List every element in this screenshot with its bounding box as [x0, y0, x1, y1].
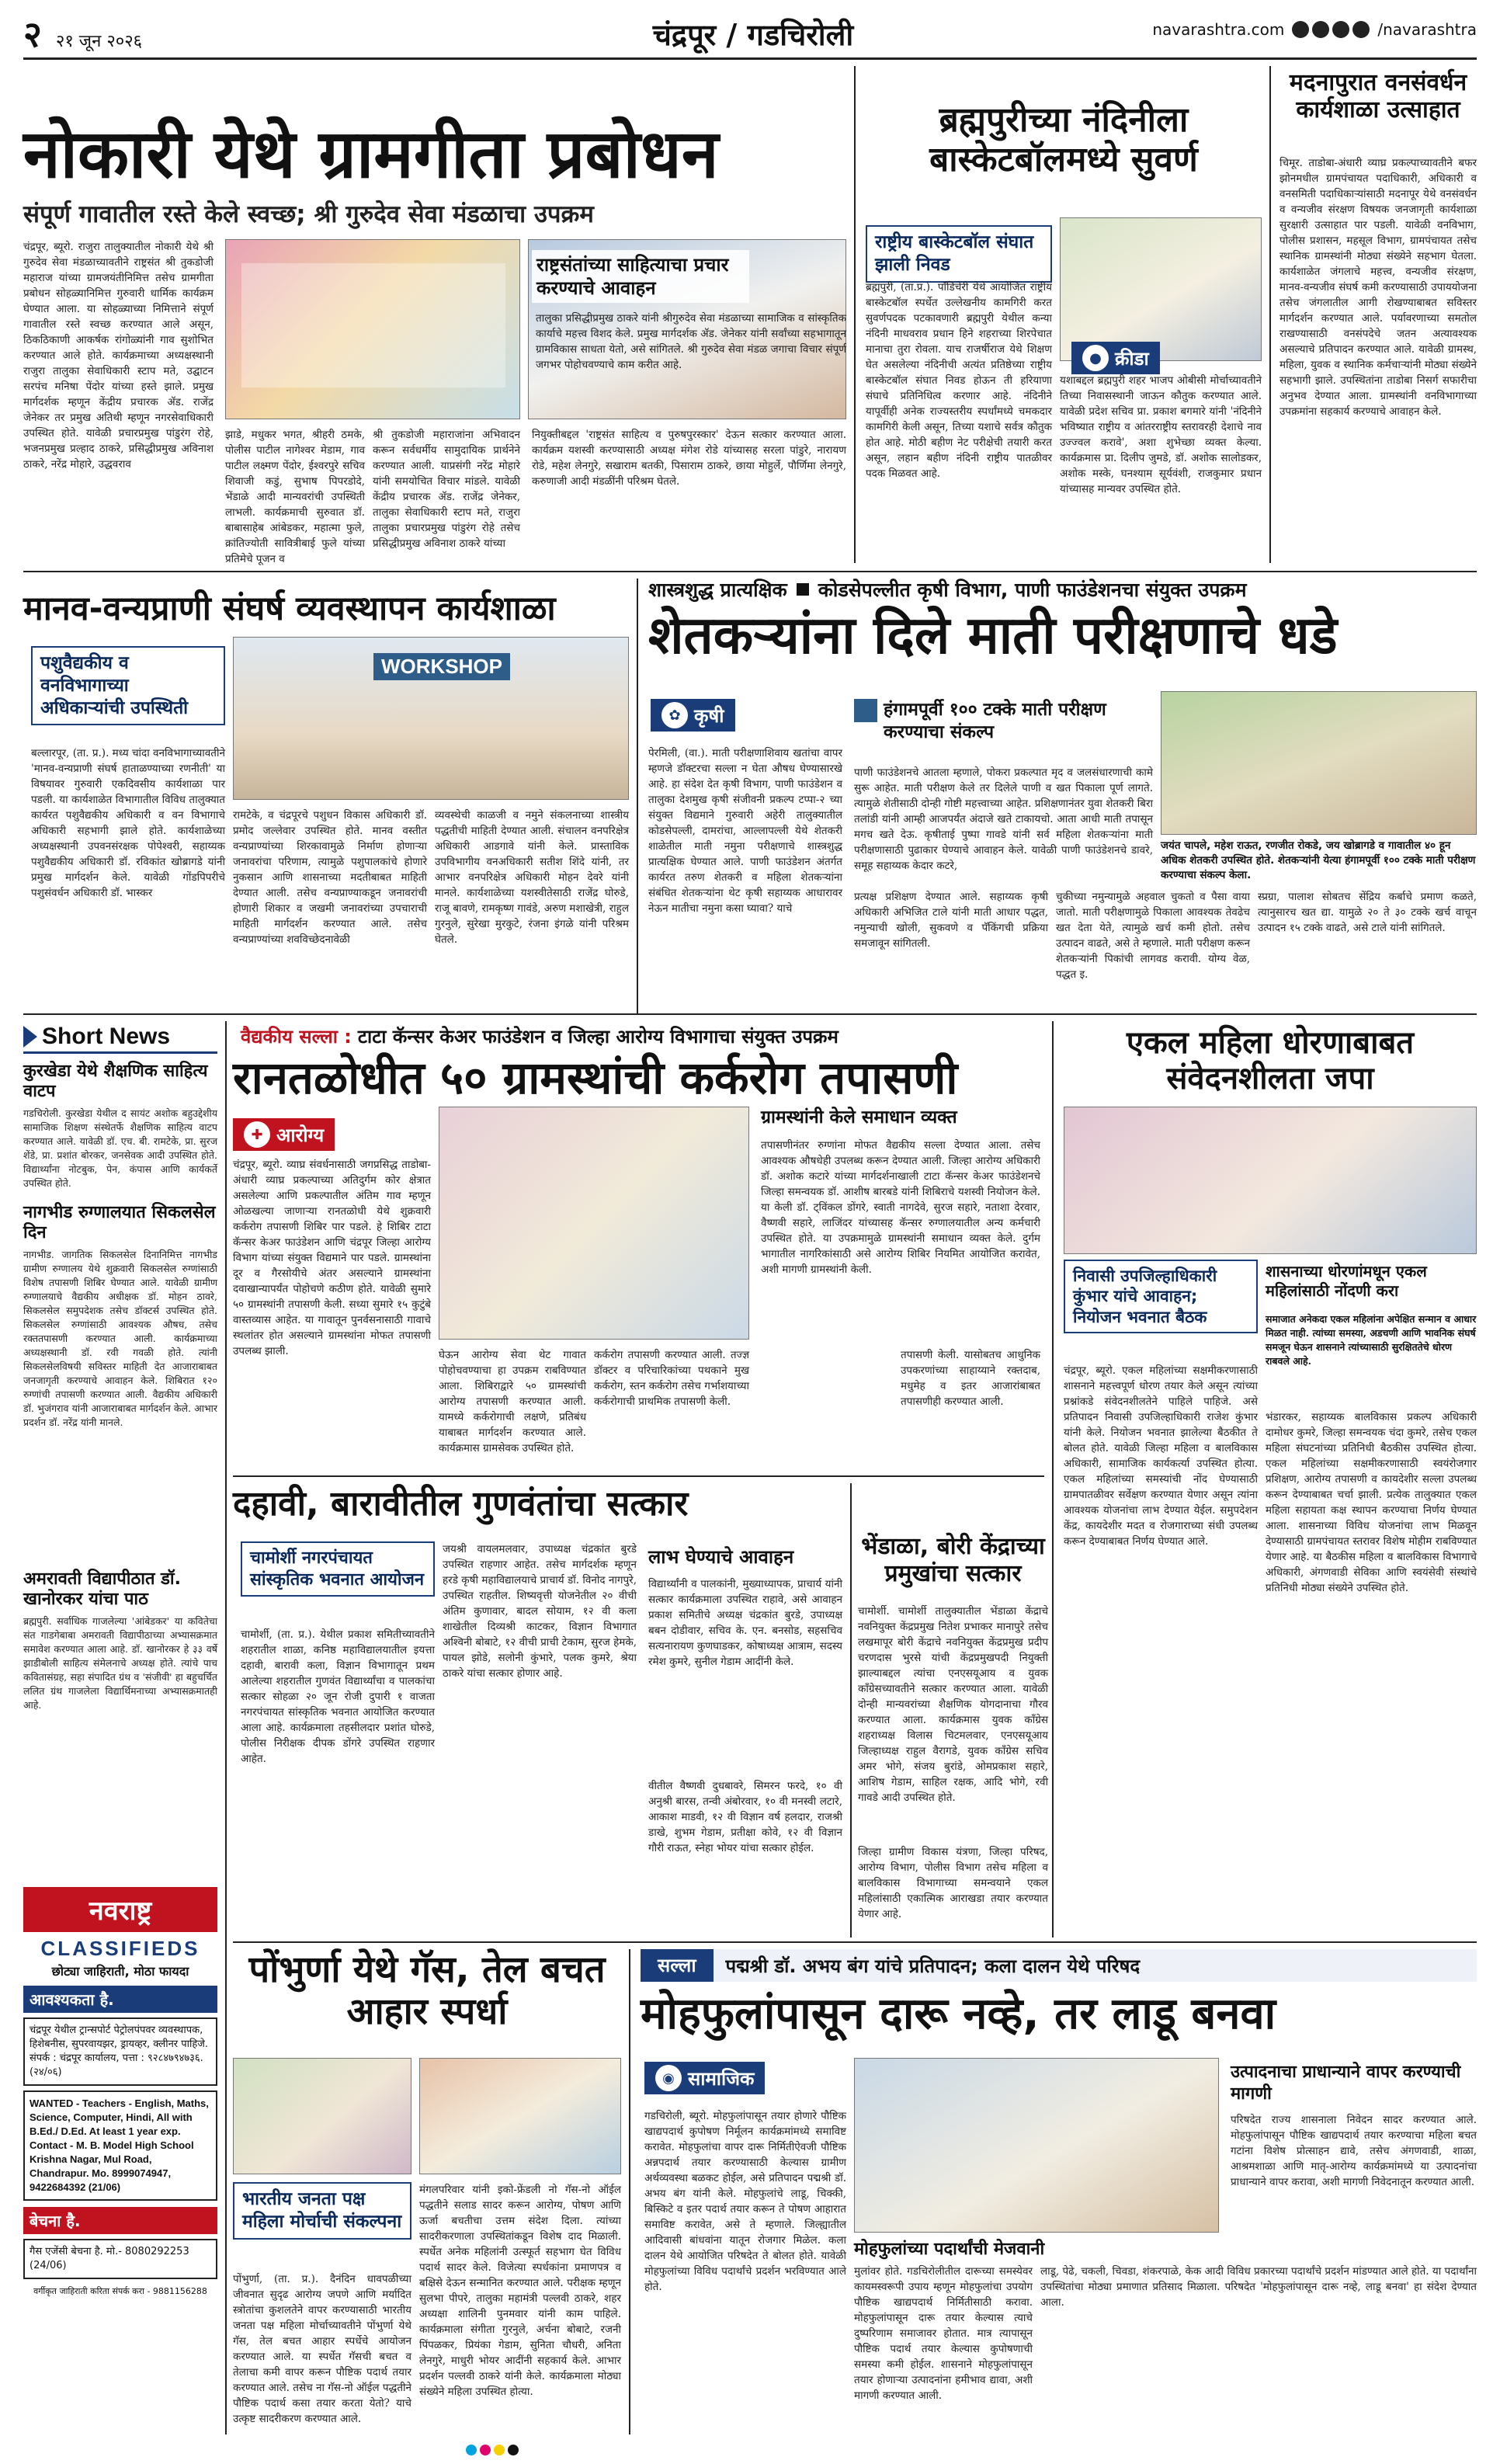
kicker-bar — [641, 1949, 1477, 1982]
section-title: चंद्रपूर / गडचिरोली — [652, 18, 854, 52]
article-body: पेरमिली, (वा.). माती परीक्षणाशिवाय खतांचा वापर म्हणजे डॉक्टरचा सल्ला न घेता औषध घेण्यासारखे आहे. हा संदेश देत कृषी विभाग, पाणी फाउंडेशन व तालुका देशमुख कृषी संजीवनी प्रकल्प टप्पा-२ च्या संयुक्त विद्यमाने गुरुवारी अहेरी तालुक्यातील कोडसेपल्ली, दामरांचा, आल्लापल्ली येथे शेतकरी शाळेतील माती नमुना परीक्षणाचे शास्त्रशुद्ध प्रात्यक्षिक घेण्यात आले. पाणी फाउंडेशन अंतर्गत कार्यरत तरुण शेतकरी व महिला शेतकऱ्यांना संबंधित शेतकऱ्यांना थेट कृषी सहाय्यक आधारावर नेऊन मातीचा नमुना कसा घ्यावा? याचे — [648, 747, 842, 915]
magenta-mark — [480, 2445, 491, 2455]
page-date: २१ जून २०२६ — [55, 32, 143, 51]
article-body-2: घेऊन आरोग्य सेवा थेट गावात पोहोचवण्याचा हा उपक्रम राबविण्यात आला. शिबिराद्वारे ५० ग्रामस्थांची आरोग्य तपासणी करण्यात आली. यामध्ये कर्करोगाची लक्षणे, प्रतिबंध याबाबत मार्गदर्शन करण्यात आले. कार्यक्रमास ग्रामसेवक उपस्थित होते. — [439, 1349, 586, 1454]
article-body-2: रामटेके, व चंद्रपूरचे पशुधन विकास अधिकारी डॉ. प्रमोद जल्लेवार उपस्थित होते. मानव वस्तीत वन्यप्राण्यांच्या शिरकावामुळे निर्माण होणाऱ्या जनावरांचा परिणाम, त्यामुळे पशुपालकांचे होणारे नुकसान आणि शासनाच्या मदतीबाबत माहिती देण्यात आली. तसेच वन्यप्राण्याकडून जनावरांची होणारी शिकार व जखमी जनावरांच्या उपचाराची माहिती मार्गदर्शन करण्यात आले. तसेच वन्यप्राण्यांच्या शवविच्छेदनावेळी — [233, 809, 427, 946]
article-body-4: श्री तुकडोजी महाराजांना अभिवादन करून सर्वधर्मीय सामुदायिक प्रार्थनेने करण्यात आली. याप्रसंगी नरेंद्र मोहारे यांनी समयोचित विचार मांडले. यावेळी केंद्रीय प्रचारक ॲड. राजेंद्र जेनेकर, तालुका सेवाधिकारी स्टाप मते, राजुरा तालुका प्रचारप्रमुख पांडुरंग रोहे तसेच प्रसिद्धीप्रमुख अविनाश ठाकरे यांच्या — [373, 429, 520, 550]
article-body-2: पाणी फाउंडेशनचे आतला म्हणाले, पोकरा प्रकल्पात मृद व जलसंधारणाची कामे सुरू आहेत. माती परीक्षण केले तर दिलेले पाणी व खत पिकाला पूर्ण लागते. त्यामुळे शेतीसाठी दोन्ही गोष्टी महत्त्वाच्या आहेत. प्रशिक्षणानंतर युवा शेतकरी बिरा तलांडी यांनी आम्ही आजपर्यंत अंदाजे खते टाकायचो. आता आधी माती तपासून मगच खते देऊ. कृषीताई पुष्पा गावडे यांनी सर्व महिला शेतकऱ्यांना माती परीक्षणासाठी पुढाकार घेण्याचे आवाहन केले. यावेळी पाणी फाउंडेशनचे डावरे, समूह सहाय्यक केदार कटरे, — [854, 766, 1153, 872]
yellow-mark — [494, 2445, 505, 2455]
article-body-2: भंडारकर, सहाय्यक बालविकास प्रकल्प अधिकारी दामोधर कुमरे, जिल्हा समन्वयक चंदा कुमरे, तसेच एकल महिला संघटनांच्या प्रतिनिधी बैठकीस उपस्थित होत्या. एकल महिलांच्या सक्षमीकरणासाठी स्वयंरोजगार प्रशिक्षण, आरोग्य तपासणी व कायदेशीर सल्ला उपलब्ध करून देण्याबाबत चर्चा झाली. प्रत्येक तालुक्यात एकल महिला सहायता कक्ष स्थापन करण्याचा निर्णय घेण्यात आला. शासनाच्या विविध योजनांचा लाभ मिळवून देण्यासाठी ग्रामपंचायत स्तरावर विशेष मोहीम राबविण्यात येणार आहे. या बैठकीस महिला व बालविकास विभागाचे अधिकारी, अंगणवाडी सेविका आणि स्वयंसेवी संस्थांचे प्रतिनिधी मोठ्या संख्येने उपस्थित होते. — [1266, 1411, 1477, 1594]
agri-tag: ✿ कृषी — [651, 699, 735, 732]
sport-icon: ● — [1082, 345, 1109, 371]
headline: ब्रह्मपुरीच्या नंदिनीला बास्केटबॉलमध्ये सुवर्ण — [929, 100, 1198, 179]
subhead-box: चामोर्शी नगरपंचायत सांस्कृतिक भवनात आयोजन — [241, 1541, 435, 1597]
kicker: टाटा कॅन्सर केअर फाउंडेशन व जिल्हा आरोग्य विभागाचा संयुक्त उपक्रम — [357, 1026, 839, 1048]
photo-caption: मोहफुलांच्या पदार्थांची मेजवानी — [854, 2240, 1045, 2259]
article-body-4: वीतील वैष्णवी दुधबावरे, सिमरन फरदे, १० वी अनुश्री बारस, तन्वी अंबोरवार, १० वी मनस्वी लटारे, आकाश माडवी, १२ वी विज्ञान वर्ष हलदार, राजश्री डाखे, शुभम गेडाम, प्रतीक्षा कोवे, १२ वी विज्ञान गौरी राऊत, स्नेहा भोयर यांचा सत्कार होईल. — [648, 1780, 842, 1854]
article-body-2: मुलांवर होते. गडचिरोलीतील दारूच्या समस्येवर कायमस्वरूपी उपाय म्हणून मोहफुलांचा उपयोग पौष्टिक खाद्यपदार्थ निर्मितीसाठी करावा. मोहफुलांपासून दारू तयार केल्यास त्याचे दुष्परिणाम समाजावर होतात. मात्र त्यापासून पौष्टिक पदार्थ तयार केल्यास कुपोषणाची समस्या कमी होईल. शासनाने मोहफुलांपासून तयार होणाऱ्या उत्पादनांना हमीभाव द्यावा, अशी मागणी करण्यात आली. — [854, 2265, 1033, 2402]
kicker-badge — [797, 583, 809, 596]
health-tag: ✚ आरोग्य — [233, 1118, 335, 1151]
article-photo — [233, 637, 629, 800]
subhead-box: निवासी उपजिल्हाधिकारी कुंभार यांचे आवाहन; नियोजन भवनात बैठक — [1064, 1260, 1258, 1333]
subhead-box: राष्ट्रीय बास्केटबॉल संघात झाली निवड — [866, 225, 1052, 283]
kicker-label: वैद्यकीय सल्ला : — [241, 1026, 352, 1048]
article-photo — [225, 239, 520, 419]
article-photo — [233, 2058, 411, 2174]
classified-ad: गैस एजेंसी बेचना है. मो.- 8080292253 (24/06) — [23, 2239, 217, 2279]
classifieds-title: CLASSIFIEDS — [40, 1937, 200, 1960]
article-body-2: झाडे, मधुकर भगत, श्रीहरी ठमके, पोलीस पाटील नागेश्वर मेडाम, गाव पाटील लक्ष्मण पेंदोर, ईश्वरपुरे सचिव शिवाजी कडुं, सुभाष पिपरडोदे, भेंडाळे आदी मान्यवरांची उपस्थिती लाभली. कार्यक्रमाची सुरुवात डॉ. बाबासाहेब आंबेडकर, महात्मा फुले, क्रांतिज्योती सावित्रीबाई फुले यांच्या प्रतिमेचे पूजन व — [225, 429, 365, 565]
headline: रानतळोधीत ५० ग्रामस्थांची कर्करोग तपासणी — [233, 1051, 958, 1104]
list-item: नागभीड रुग्णालयात सिकलसेल दिन नागभीड. जागतिक सिकलसेल दिनानिमित्त नागभीड ग्रामीण रुग्णालय येथे शुक्रवारी सिकलसेल रुग्णांसाठी विशेष तपासणी शिबिर घेण्यात आले. यावेळी ग्रामीण रुग्णालयाचे वैद्यकीय अधीक्षक डॉ. मोहन ठावरे, सिकलसेल समुपदेशक तसेच डॉक्टर्स उपस्थित होते. सिकलसेल रुग्णांसाठी आवश्यक औषध, तसेच रक्ततपासणी करण्यात आली. कार्यक्रमाच्या अध्यक्षस्थानी डॉ. रवी गवळी होते. त्यांनी सिकलसेलविषयी सविस्तर माहिती देत आजाराबाबत जनजागृती करण्याचे आवाहन केले. शिबिरात १२० रुग्णांची तपासणी करण्यात आली. वैद्यकीय अधिकारी डॉ. भुजंगराव यांनी आजाराबाबत मार्गदर्शन केले. आभार प्रदर्शन डॉ. नरेंद्र यांनी मानले. — [23, 1203, 217, 1428]
article-body-3: कर्करोग तपासणी करण्यात आली. तज्ज्ञ डॉक्टर व परिचारिकांच्या पथकाने मुख कर्करोग, स्तन कर्करोग तसेच गर्भाशयाच्या कर्करोगाची प्राथमिक तपासणी केली. — [594, 1349, 749, 1408]
article-body: ब्रह्मपुरी, (ता.प्र.). पाँडिचेरी येथे आयोजित राष्ट्रीय बास्केटबॉल स्पर्धेत उल्लेखनीय कामगिरी करत सुवर्णपदक पटकावणारी ब्रह्मपुरी येथील कन्या नंदिनी माधवराव प्रधान हिने शहराच्या शिरपेचात मानाचा तुरा रोवला. याच राजर्षीराज येथे शिक्षण घेत असलेल्या नंदिनीची अत्यंत प्रतिष्ठेच्या राष्ट्रीय बास्केटबॉल संघात निवड होऊन ती हरियाणा संघाचे प्रतिनिधित्व करणार आहे. नंदिनीने यापूर्वीही अनेक राज्यस्तरीय स्पर्धांमध्ये चमकदार कामगिरी केली असून, तिच्या यशाचे सर्वत्र कौतुक होत आहे. मोठी बहीण नेट परीक्षेची तयारी करत असून, लहान बहीण नंदिनी राष्ट्रीय पातळीवर पदक मिळवत आहे. — [866, 281, 1052, 480]
article-body-5: नियुक्तीबद्दल 'राष्ट्रसंत साहित्य व पुरुषपुरस्कार' देऊन सत्कार करण्यात आला. कार्यक्रम यशस्वी करण्यासाठी अध्यक्ष मंगेश रोडे यांच्यासह सरला पांडुरे, नारायण रोडे, महेश लेनगुरे, सखाराम बतकी, पिसाराम ठाकरे, छाया मोहुर्ले, पौर्णिमा लेनगुरे, करुणाजी आदी मंडळींनी परिश्रम घेतले. — [532, 429, 846, 488]
article-body-4: लाडू, पेढे, चकली, चिवडा, शंकरपाळे, केक आदी विविध प्रकारच्या पदार्थांचे प्रदर्शन मांडण्यात आले होते. या पदार्थांना उपस्थितांचा मोठ्या प्रमाणात प्रतिसाद मिळाला. परिषदेत 'मोहफुलांपासून दारू नव्हे, लाडू बनवा' हा संदेश देण्यात आला. — [1040, 2265, 1477, 2309]
article-body-5: स्प्रग्रा, पालाश सोबतच सेंद्रिय कर्बाचे प्रमाण कळते, त्यानुसारच खत द्या. यामुळे २० ते ३० टक्के खर्च वाचून उत्पादन १५ टक्के वाढते, असे टाले यांनी सांगितले. — [1258, 891, 1477, 934]
youtube-icon[interactable] — [1352, 21, 1370, 38]
kicker-2: कोडसेपल्लीत कृषी विभाग, पाणी फाउंडेशनचा संयुक्त उपक्रम — [818, 579, 1247, 601]
classifieds-footer: वर्गीकृत जाहिराती करिता संपर्क करा - 9881156288 — [33, 2286, 207, 2296]
article-body: पोंभुर्णा, (ता. प्र.). दैनंदिन धावपळीच्या जीवनात सुदृढ आरोग्य जपणे आणि मर्यादित स्त्रोतांचा कुशलतेने वापर करण्यासाठी भारतीय जनता पक्ष महिला मोर्चाच्यावतीने पोंभुर्णा येथे गॅस, तेल बचत आहार स्पर्धेचे आयोजन करण्यात आले. या स्पर्धेत गॅसची बचत व तेलाचा कमी वापर करून पौष्टिक पदार्थ तयार करण्यात आले. तसेच ना गॅस-नो ऑईल पद्धतीने पौष्टिक पदार्थ कसा तयार करता येतो? याचे उत्कृष्ट सादरीकरण करण्यात आले. — [233, 2273, 411, 2425]
classifieds — [23, 1887, 217, 2438]
article-photo — [854, 2058, 1219, 2233]
subhead-box: भारतीय जनता पक्ष महिला मोर्चाची संकल्पना — [233, 2182, 411, 2240]
article-photo-2 — [419, 2058, 621, 2174]
headline: शेतकऱ्यांना दिले माती परीक्षणाचे धडे — [648, 605, 1338, 666]
page-header — [23, 6, 1477, 61]
article-body-2: मंगलपरिवार यांनी इको-फ्रेंडली नो गॅस-नो ऑईल पद्धतीने सलाड सादर करून आरोग्य, पोषण आणि ऊर्जा बचतीचा उत्तम संदेश दिला. त्यांच्या सादरीकरणाला उपस्थितांकडून विशेष दाद मिळाली. स्पर्धेत अनेक महिलांनी उत्स्फूर्त सहभाग घेत विविध पदार्थ सादर केले. विजेत्या स्पर्धकांना प्रमाणपत्र व बक्षिसे देऊन सन्मानित करण्यात आले. परीक्षक म्हणून सुलभा पीपरे, तालुका महामंत्री पल्लवी ठाकरे, शहर अध्यक्षा शालिनी पुनमवार यांनी काम पाहिले. कार्यक्रमाला संगीता गुरनुले, अर्चना बोबाटे, रजनी पिंपळकर, प्रियंका गेडाम, सुनिता चौधरी, अनिता लेनगुरे, माधुरी भोयर आदींनी सहकार्य केले. आभार प्रदर्शन पल्लवी ठाकरे यांनी केले. कार्यक्रमाला मोठ्या संख्येने महिला उपस्थित होत्या. — [419, 2184, 621, 2398]
classifieds-brand: नवराष्ट्र — [23, 1887, 217, 1932]
article-photo — [1060, 217, 1262, 361]
headline: नोकारी येथे ग्रामगीता प्रबोधन — [23, 116, 719, 193]
article-body: चंद्रपूर, ब्यूरो. राजुरा तालुक्यातील नोकारी येथे श्री गुरुदेव सेवा मंडळाच्यावतीने राष्ट्रसंत श्री तुकडोजी महाराज यांच्या ग्रामजयंतीनिमित्त तसेच ग्रामगीता प्रबोधन सोहळ्यानिमित्त गुरुवारी धार्मिक कार्यक्रम घेण्यात आला. या सोहळ्याच्या निमित्ताने संपूर्ण गावातील रस्ते स्वच्छ करण्यात आले असून, ठिकठिकाणी आकर्षक रांगोळ्यांनी गाव सुशोभित करण्यात आले होते. कार्यक्रमाच्या अध्यक्षस्थानी राजुरा तालुका सेवाधिकारी स्टाप मते, उद्घाटन सरपंच मनिषा पेंदोर यांच्या हस्ते झाले. प्रमुख मार्गदर्शक म्हणून केंद्रीय प्रचारक ॲड. राजेंद्र जेनेकर तर प्रमुख अतिथी म्हणून नगरसेवाधिकारी उपस्थित होते. यावेळी प्रचारप्रमुख पांडुरंग रोहे, भजनप्रमुख प्रल्हाद ठाकरे, प्रसिद्धीप्रमुख अविनाश ठाकरे, नरेंद्र मोहारे, उद्धवराव — [23, 241, 214, 471]
pull-quote: लाभ घेण्याचे आवाहन — [648, 1546, 794, 1568]
article-body-2: जयश्री वायलमलवार, उपाध्यक्ष चंद्रकांत बुरडे उपस्थित राहणार आहेत. तसेच मार्गदर्शक म्हणून हरडे कृषी महाविद्यालयाचे प्राचार्य डॉ. विनोद नागपुरे, उपस्थित राहतील. शिष्यवृत्ती योजनेतील २० वीची अंतिम कुणावार, बादल सोयाम, १२ वी कला शाखेतील दिव्यश्री काटकर, विज्ञान विभागात अश्विनी बोबाटे, १२ वीची प्राची टेकाम, सुरज हेमके, पायल झोडे, सलोनी कुंभारे, पलक कुमरे, श्रेया ठाकरे यांचा सत्कार होणार आहे. — [443, 1543, 637, 1680]
article-body: चंद्रपूर, ब्यूरो. व्याघ्र संवर्धनासाठी जगप्रसिद्ध ताडोबा-अंधारी व्याघ्र प्रकल्पाच्या अतिदुर्गम कोर क्षेत्रात असलेल्या आणि प्रकल्पातील अंतिम गाव म्हणून ओळखल्या जाणाऱ्या रानतळोधी येथे शुक्रवारी कर्करोग तपासणी शिबिर पार पडले. हे शिबिर टाटा कॅन्सर केअर फाउंडेशन आणि चंद्रपूर जिल्हा आरोग्य विभाग यांच्या संयुक्त विद्यमाने पार पडले. ग्रामस्थांना दूर व गैरसोयीचे अंतर असल्याने ग्रामस्थांना दवाखान्यापर्यंत पोहोचणे कठीण होते. यावेळी सुमारे ५० ग्रामस्थांनी तपासणी केली. सध्या सुमारे १५ कुटुंबे वास्तव्यास आहेत. या गावातून पुनर्वसनासाठी गावाचे स्थलांतर होत असल्याने ग्रामस्थांना मोफत तपासणी उपलब्ध झाली. — [233, 1159, 431, 1357]
pull-quote: राष्ट्रसंतांच्या साहित्याचा प्रचार करण्याचे आवाहन — [532, 250, 749, 303]
article-body-3: परिषदेत राज्य शासनाला निवेदन सादर करण्यात आले. मोहफुलांपासून पौष्टिक खाद्यपदार्थ तयार करण्याचा महिला बचत गटांना विशेष प्रोत्साहन द्यावे, तसेच अंगणवाडी, शाळा, आश्रमशाळा आणि मातृ-आरोग्य कार्यक्रमांमध्ये या उत्पादनांचा प्राधान्याने वापर करावा, अशी मागणी निवेदनातून करण्यात आली. — [1231, 2114, 1477, 2188]
article-body-3: तालुका प्रसिद्धीप्रमुख ठाकरे यांनी श्रीगुरुदेव सेवा मंडळाच्या सामाजिक व सांस्कृतिक कार्याचे महत्त्व विशद केले. प्रमुख मार्गदर्शक ॲड. जेनेकर यांनी सर्वांच्या सहभागातून ग्रामविकास साधता येतो, असे सांगितले. श्री गुरुदेव सेवा मंडळ जगाचा विचार संपूर्ण जगभर पोहोचवण्याचे काम करीत आहे. — [536, 312, 846, 371]
article-body-3: व्यवस्थेची काळजी व नमुने संकलनाच्या शास्त्रीय पद्धतीची माहिती देण्यात आली. संचालन वनपरिक्षेत्र अधिकारी आडगावे यांनी केले. प्रास्ताविक उपविभागीय वनअधिकारी सतीश शिंदे यांनी, तर आभार वनपरिक्षेत्र अधिकारी मोहन देवरे यांनी मानले. कार्यशाळेच्या यशस्वीतेसाठी राजेंद्र घोरुडे, राजू बावणे, रामकृष्ण गावंडे, अरुण मशाखेत्री, राहुल गुरनुले, सुरेखा मुरकुटे, रंजना इंगळे यांनी परिश्रम घेतले. — [435, 809, 629, 946]
photo-caption: जयंत चापले, महेश राऊत, रणजीत रोकडे, जय खोब्रागडे व गावातील ४० हून अधिक शेतकरी उपस्थित होते. शेतकऱ्यांनी येत्या हंगामपूर्वी १०० टक्के माती परीक्षण करण्याचा संकल्प केला. — [1161, 839, 1476, 881]
page-number: २ — [23, 13, 42, 55]
section-label: बेचना है. — [23, 2207, 217, 2234]
agri-icon: ✿ — [661, 702, 688, 728]
site-url[interactable]: navarashtra.com — [1152, 20, 1285, 39]
headline: भेंडाळा, बोरी केंद्राच्या प्रमुखांचा सत्कार — [861, 1533, 1045, 1587]
soil-icon — [854, 699, 877, 722]
cyan-mark — [466, 2445, 477, 2455]
color-registration-marks — [466, 2445, 519, 2455]
sport-tag: ● क्रीडा — [1071, 342, 1160, 374]
article-photo — [1161, 691, 1477, 835]
article-body-2: यशाबद्दल ब्रह्मपुरी शहर भाजप ओबीसी मोर्चाच्यावतीने तिच्या निवासस्थानी जाऊन कौतुक करण्यात आले. यावेळी प्रदेश सचिव प्रा. प्रकाश बगमारे यांनी 'नंदिनीने भविष्यात राष्ट्रीय व आंतरराष्ट्रीय स्तरावरही देशाचे नाव उज्ज्वल करावे', अशा शुभेच्छा व्यक्त केल्या. कार्यक्रमास प्रा. दिलीप जुमडे, डॉ. अशोक सालोडकर, अशोक मस्के, घनश्याम सूर्यवंशी, राजकुमार प्रधान यांच्यासह मान्यवर उपस्थित होते. — [1060, 374, 1262, 495]
article-photo — [439, 1107, 749, 1340]
article-body: गडचिरोली, ब्यूरो. मोहफुलांपासून तयार होणारे पौष्टिक खाद्यपदार्थ कुपोषण निर्मूलन कार्यक्रमांमध्ये समाविष्ट करावेत. मोहफुलांचा वापर दारू निर्मितीऐवजी पौष्टिक अन्नपदार्थ तयार करण्यासाठी केल्यास ग्रामीण अर्थव्यवस्था बळकट होईल, असे प्रतिपादन पद्मश्री डॉ. अभय बंग यांनी केले. मोहफुलांचे लाडू, चिक्की, बिस्किटे व इतर पदार्थ तयार करून ते पोषण आहारात समाविष्ट करावेत, असे ते म्हणाले. जिल्ह्यातील आदिवासी बांधवांना यातून रोजगार मिळेल. कला दालन येथे आयोजित परिषदेत ते बोलत होते. यावेळी मोहफुलांच्या विविध पदार्थांचे प्रदर्शन भरविण्यात आले होते. — [644, 2110, 846, 2293]
article-body: चामोर्शी, (ता. प्र.). येथील प्रकाश समितीच्यावतीने शहरातील शाळा, कनिष्ठ महाविद्यालयातील इयत्ता दहावी, बारावी कला, विज्ञान विभागातून प्रथम आलेल्या शहरातील गुणवंत विद्यार्थ्यांचा व पालकांचा सत्कार सोहळा २० जून रोजी दुपारी १ वाजता नगरपंचायत सांस्कृतिक भवनात आयोजित करण्यात आला आहे. कार्यक्रमाला तहसीलदार प्रशांत घोरुडे, पोलीस निरीक्षक दीपक डोंगरे उपस्थित राहणार आहेत. — [241, 1628, 435, 1765]
list-item: अमरावती विद्यापीठात डॉ. खानोरकर यांचा पाठ ब्रह्मपुरी. सर्वाधिक गाजलेल्या 'आंबेडकर' या कवितेचा संत गाडगेबाबा अमरावती विद्यापीठाच्या अभ्यासक्रमात समावेश करण्यात आला आहे. डॉ. खानोरकर हे ३३ वर्षे झाडीबोली साहित्य संमेलनाचे अध्यक्ष होते. त्यांचे पाच कवितासंग्रह, सहा संपादित ग्रंथ व 'संजीवी' हा बहुचर्चित ललित ग्रंथ गाजलेला विद्यार्थिमनाच्या अभ्यासक्रमातही आहे. — [23, 1569, 217, 1711]
photo-caption: शासनाच्या धोरणांमधून एकल महिलांसाठी नोंदणी करा — [1266, 1262, 1427, 1300]
article-body-2: जिल्हा ग्रामीण विकास यंत्रणा, जिल्हा परिषद, आरोग्य विभाग, पोलीस विभाग तसेच महिला व बालविकास विभागाच्या समन्वयाने एकल महिलांसाठी एकात्मिक आराखडा तयार करण्यात येणार आहे. — [858, 1846, 1048, 1920]
headline: मानव-वन्यप्राणी संघर्ष व्यवस्थापन कार्यशाळा — [23, 589, 556, 628]
headline: मदनापुरात वनसंवर्धन कार्यशाळा उत्साहात — [1289, 69, 1467, 123]
article-body: बल्लारपूर, (ता. प्र.). मध्य चांदा वनविभागाच्यावतीने 'मानव-वन्यप्राणी संघर्ष हाताळण्याच्या रणनीती' या विषयावर गुरुवारी एकदिवसीय कार्यशाळा पार पडली. या कार्यशाळेत विभागातील विविध तालुक्यात कार्यरत पशुवैद्यकीय अधिकारी व वन विभागाचे अधिकारी सहभागी झाले होते. कार्यशाळेच्या अध्यक्षस्थानी उपवनसंरक्षक पोपेश्वरी, सहाय्यक पशुवैद्यकीय अधिकारी डॉ. रविकांत खोब्रागडे यांनी प्रमुख मार्गदर्शन केले. यावेळी गोंडपिपरीचे पशुसंवर्धन अधिकारी डॉ. भास्कर — [31, 747, 225, 899]
headline: एकल महिला धोरणाबाबत संवेदनशीलता जपा — [1126, 1025, 1415, 1096]
lead-text: समाजात अनेकदा एकल महिलांना अपेक्षित सन्मान व आधार मिळत नाही. त्यांच्या समस्या, अडचणी आणि भावनिक संघर्ष समजून घेऊन शासनाने त्यांच्यासाठी सुरक्षिततेचे धोरण राबवले आहे. — [1266, 1313, 1477, 1367]
x-icon[interactable] — [1332, 21, 1349, 38]
article-body: चिमूर. ताडोबा-अंधारी व्याघ्र प्रकल्पाच्यावतीने बफर झोनमधील ग्रामपंचायत पदाधिकारी, अधिकारी व वनसमिती पदाधिकाऱ्यांसाठी मदनापूर येथे वनसंवर्धन व वन्यजीव संरक्षण विषयक जनजागृती कार्यशाळा सुरक्षारी उत्साहात पार पडली. यावेळी वनविभाग, पोलीस प्रशासन, महसूल विभाग, ग्रामपंचायत तसेच स्थानिक ग्रामस्थांनी मोठ्या संख्येने सहभाग घेतला. कार्यशाळेत जंगलाचे महत्त्व, वन्यजीव संरक्षण, मानव-वन्यजीव संघर्ष कमी करण्यासाठी उपाययोजना तसेच जंगलातील आगी रोखण्याबाबत सविस्तर मार्गदर्शन करण्यात आले. पर्यावरणाच्या समतोल राखण्यासाठी वनसंपदेचे जतन अत्यावश्यक असल्याचे प्रतिपादन करण्यात आले. यावेळी ग्रामस्थ, महिला, युवक व स्थानिक कर्मचाऱ्यांनी मोठ्या संख्येने सहभागी झाले. उपस्थितांना ताडोबा निसर्ग सफारीचा अनुभव देण्यात आला. ग्रामस्थांनी वनविभागाच्या उपक्रमांना सहकार्य करण्याचे आवाहन केले. — [1280, 157, 1477, 418]
article-body: चामोर्शी. चामोर्शी तालुक्यातील भेंडाळा केंद्राचे नवनियुक्त केंद्रप्रमुख नितेश प्रभाकर मानापुरे तसेच लखमापूर बोरी केंद्राचे नवनियुक्त केंद्रप्रमुख प्रदीप चरणदास भुरसे यांची केंद्रप्रमुखपदी नियुक्ती झाल्याबद्दल त्यांचा एनएसयूआय व युवक काँग्रेसच्यावतीने सत्कार करण्यात आला. यावेळी दोन्ही मान्यवरांच्या शैक्षणिक योगदानाचा गौरव करण्यात आला. कार्यक्रमास युवक काँग्रेस शहराध्यक्ष विलास चिटमलवार, एनएसयूआय जिल्हाध्यक्ष राहुल वैरागडे, युवक काँग्रेस सचिव अमर भोगे, संजय बुरांडे, ओमप्रकाश सहारे, आशिष गेडाम, साहिल रक्षक, आदि भोगे, रवी गावडे आदी उपस्थित होते. — [858, 1605, 1048, 1804]
article-photo — [1064, 1107, 1477, 1254]
pull-quote: ग्रामस्थांनी केले समाधान व्यक्त — [761, 1107, 957, 1128]
arrow-icon — [23, 1026, 37, 1048]
article-body-5: तपासणी केली. यासोबतच आधुनिक उपकरणांच्या साहाय्याने रक्तदाब, मधुमेह व इतर आजारांबाबत तपासणीही करण्यात आली. — [901, 1349, 1040, 1408]
classified-ad: चंद्रपूर येथील ट्रान्सपोर्ट पेट्रोलपंपवर व्यवस्थापक, हिशेबनीस, सुपरवायझर, ड्रायव्हर, क्लीनर पाहिजे. संपर्क : चंद्रपूर कार्यालय, पत्ता : ९२८४७९४७३६. (२४/०६) — [23, 2017, 217, 2086]
article-body-3: विद्यार्थ्यांनी व पालकांनी, मुख्याध्यापक, प्राचार्य यांनी सत्कार कार्यक्रमाला उपस्थित राहावे, असे आवाहन प्रकाश समितीचे अध्यक्ष चंद्रकांत बुरडे, उपाध्यक्ष बबन दोडीवार, सचिव के. एन. बनसोड, सहसचिव सत्यनारायण कुणघाडकर, कोषाध्यक्ष आत्राम, सदस्य रमेश कुमरे, सुनील गेडाम आदींनी केले. — [648, 1578, 842, 1668]
black-mark — [508, 2445, 519, 2455]
photo-banner-text: WORKSHOP — [373, 653, 510, 680]
headline: पोंभुर्णा येथे गॅस, तेल बचत आहार स्पर्धा — [248, 1948, 606, 2034]
kicker: शास्त्रशुद्ध प्रात्यक्षिक — [648, 579, 787, 601]
short-news-header: Short News — [23, 1021, 217, 1054]
article-body: चंद्रपूर, ब्यूरो. एकल महिलांच्या सक्षमीकरणासाठी शासनाने महत्त्वपूर्ण धोरण तयार केले असून त्यांच्या प्रश्नांकडे संवेदनशीलतेने पाहिले पाहिजे. असे प्रतिपादन निवासी उपजिल्हाधिकारी राजेश कुंभार यांनी केले. नियोजन भवनात झालेल्या बैठकीत ते बोलत होते. यावेळी जिल्हा महिला व बालविकास अधिकारी, सामाजिक कार्यकर्त्या उपस्थित होत्या. एकल महिलांच्या समस्यांची नोंद घेण्यासाठी ग्रामपातळीवर सर्वेक्षण करण्यात येणार असून त्यांना आवश्यक योजनांचा लाभ देण्यात येईल. समुपदेशन केंद्र, कायदेशीर मदत व रोजगाराच्या संधी उपलब्ध करून देण्याबाबत निर्णय घेण्यात आले. — [1064, 1364, 1258, 1548]
social-icons[interactable] — [1292, 21, 1370, 38]
kicker: पद्मश्री डॉ. अभय बंग यांचे प्रतिपादन; कला दालन येथे परिषद — [725, 1955, 1141, 1977]
instagram-icon[interactable] — [1312, 21, 1329, 38]
short-news — [23, 1021, 217, 1879]
headline: मोहफुलांपासून दारू नव्हे, तर लाडू बनवा — [641, 1989, 1276, 2039]
article-body-4: चुकीच्या नमुन्यामुळे अहवाल चुकतो व पैसा वाया जातो. माती परीक्षणामुळे पिकाला आवश्यक तेवढेच खत देता येते, त्यामुळे खर्च कमी होतो. तसेच उत्पादन वाढते, असे ते म्हणाले. माती परीक्षण करून शेतकऱ्यांनी पिकांची लागवड करावी. योग्य वेळ, पद्धत इ. — [1056, 891, 1250, 981]
facebook-icon[interactable] — [1292, 21, 1309, 38]
list-item: कुरखेडा येथे शैक्षणिक साहित्य वाटप गडचिरोली. कुरखेडा येथील द सायंट अशोक बहुउद्देशीय सामाजिक शिक्षण संस्थेतर्फे शैक्षणिक साहित्य वाटप करण्यात आले. यावेळी डॉ. एच. बी. रामटेके, प्रा. सुरज शेंडे, प्रा. प्रशांत बोरकर, जनसेवक आदी उपस्थित होते. विद्यार्थ्यांना नोटबुक, पेन, कंपास आणि कार्यकर्ते उपस्थित होते. — [23, 1062, 217, 1189]
classifieds-tagline: छोट्या जाहिराती, मोठा फायदा — [51, 1964, 189, 1979]
social-tag: ◉ सामाजिक — [644, 2062, 765, 2094]
subhead: संपूर्ण गावातील रस्ते केले स्वच्छ; श्री गुरुदेव सेवा मंडळाचा उपक्रम — [23, 200, 594, 228]
headline: दहावी, बारावीतील गुणवंतांचा सत्कार — [233, 1484, 689, 1524]
classified-ad: WANTED - Teachers - English, Maths, Science, Computer, Hindi, All with B.Ed./ D.Ed. At least 1 year exp. Contact - M. B. Model High School Krishna Nagar, Mul Road, Chandrapur. Mo. 8999074947, 9422684392 (21/06) — [23, 2090, 217, 2201]
subhead-box: पशुवैद्यकीय व वनविभागाच्या अधिकाऱ्यांची उपस्थिती — [31, 646, 225, 725]
photo-stage — [241, 263, 505, 387]
social-handle[interactable]: /navarashtra — [1377, 20, 1477, 39]
health-icon: ✚ — [244, 1121, 270, 1148]
article-body-4: तपासणीनंतर रुग्णांना मोफत वैद्यकीय सल्ला देण्यात आला. तसेच आवश्यक औषधेही उपलब्ध करून देण्यात आली. जिल्हा आरोग्य अधिकारी डॉ. अशोक कटारे यांच्या मार्गदर्शनाखाली टाटा कॅन्सर केअर फाउंडेशनचे जिल्हा समन्वयक डॉ. आशीष बारबडे यांनी शिबिराचे यशस्वी नियोजन केले. या केली डॉ. ट्विंकल डोंगरे, स्वाती नागदेवे, सुरज सहारे, नताशा देरवार, वैष्णवी सहारे, लाजिंदर यांच्यासह कॅन्सर रुग्णालयातील अन्य कर्मचारी उपस्थित होते. या उपक्रमामुळे ग्रामस्थांनी समाधान व्यक्त केले. दुर्गम भागातील नागरिकांसाठी असे आरोग्य शिबिर नियमित आयोजित करावेत, अशी मागणी ग्रामस्थांनी केली. — [761, 1139, 1040, 1276]
pull-quote: उत्पादनाचा प्राधान्याने वापर करण्याची मागणी — [1231, 2063, 1461, 2104]
kicker-label: सल्ला — [641, 1949, 714, 1982]
article-body-3: प्रत्यक्ष प्रशिक्षण देण्यात आले. सहाय्यक कृषी अधिकारी अभिजित टाले यांनी माती आधार पद्धत, नमुन्याची खोली, सुकवणे व पॅकिंगची प्रक्रिया समजावून सांगितली. — [854, 891, 1048, 950]
social-icon: ◉ — [655, 2065, 682, 2091]
section-label: आवश्यकता है. — [23, 1986, 217, 2013]
pull-quote: हंगामपूर्वी १०० टक्के माती परीक्षण करण्याचा संकल्प — [854, 699, 1153, 744]
